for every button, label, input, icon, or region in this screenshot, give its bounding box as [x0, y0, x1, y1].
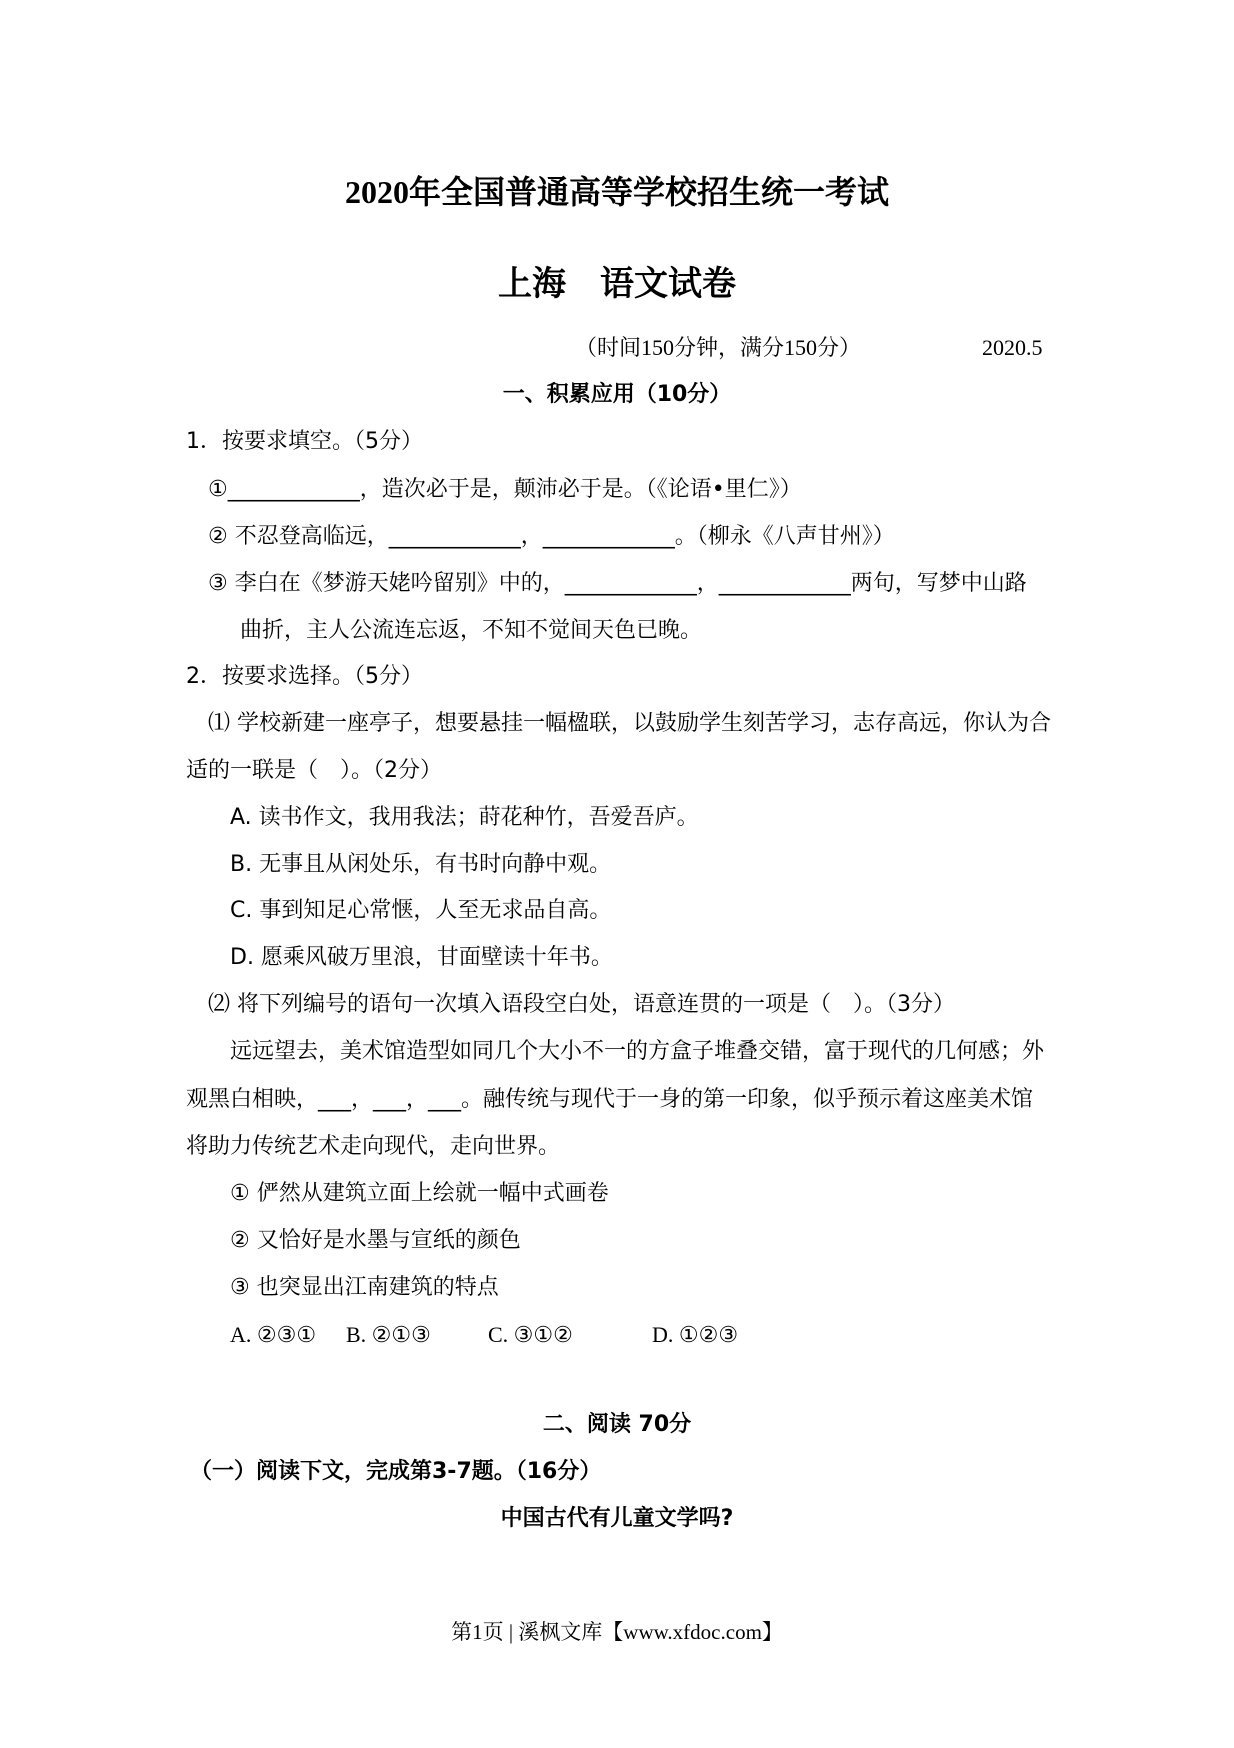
q2-sub1-option-c: C. 事到知足心常惬，人至无求品自高。 [230, 898, 612, 923]
q1-item-2: ② 不忍登高临远，____________，____________。（柳永《八声甘州》） [208, 524, 895, 549]
exam-info: （时间150分钟，满分150分） [575, 335, 862, 360]
passage-line-1: 远远望去，美术馆造型如同几个大小不一的方盒子堆叠交错，富于现代的几何感；外 [230, 1039, 1045, 1064]
section2-heading: 二、阅读 70分 [542, 1412, 692, 1437]
phrase-1: ① 俨然从建筑立面上绘就一幅中式画卷 [230, 1181, 609, 1206]
q1-item-3-cont: 曲折，主人公流连忘返，不知不觉间天色已晚。 [240, 618, 703, 643]
passage-line-3: 将助力传统艺术走向现代，走向世界。 [186, 1134, 561, 1159]
choice-a: A. ②③① [230, 1322, 317, 1347]
choice-c: C. ③①② [488, 1322, 573, 1347]
exam-title: 2020年全国普通高等学校招生统一考试 [344, 174, 889, 210]
q2-sub1-option-d: D. 愿乘风破万里浪，甘面壁读十年书。 [230, 945, 613, 970]
q2-stem: 2．按要求选择。（5分） [186, 664, 423, 689]
q2-sub1-line2: 适的一联是（ ）。（2分） [186, 758, 442, 783]
q1-item-3: ③ 李白在《梦游天姥吟留别》中的，____________，____________两句，写梦中山路 [208, 571, 1027, 596]
passage-line-2: 观黑白相映，___，___，___。融传统与现代于一身的第一印象，似乎预示着这座美术馆 [186, 1087, 1034, 1112]
page-footer: 第1页 | 溪枫文库【www.xfdoc.com】 [451, 1620, 783, 1644]
phrase-2: ② 又恰好是水墨与宣纸的颜色 [230, 1228, 521, 1253]
q1-stem: 1．按要求填空。（5分） [186, 429, 423, 454]
section1-heading: 一、积累应用（10分） [502, 382, 732, 407]
q2-sub1-option-b: B. 无事且从闲处乐，有书时向静中观。 [230, 852, 612, 877]
q2-sub1-option-a: A. 读书作文，我用我法；莳花种竹，吾爱吾庐。 [230, 805, 699, 830]
phrase-3: ③ 也突显出江南建筑的特点 [230, 1275, 499, 1300]
choice-b: B. ②①③ [346, 1322, 431, 1347]
article-title: 中国古代有儿童文学吗? [500, 1506, 734, 1531]
q1-item-1: ①____________，造次必于是，颠沛必于是。（《论语•里仁》） [208, 477, 802, 502]
exam-subtitle: 上海 语文试卷 [498, 264, 736, 304]
q2-sub2-stem: ⑵ 将下列编号的语句一次填入语段空白处，语意连贯的一项是（ ）。（3分） [208, 992, 955, 1017]
reading-part1-stem: （一）阅读下文，完成第3-7题。（16分） [190, 1459, 602, 1484]
q2-sub1-line1: ⑴ 学校新建一座亭子，想要悬挂一幅楹联，以鼓励学生刻苦学习，志存高远，你认为合 [208, 711, 1051, 736]
exam-date: 2020.5 [982, 335, 1043, 360]
choice-d: D. ①②③ [652, 1322, 739, 1347]
